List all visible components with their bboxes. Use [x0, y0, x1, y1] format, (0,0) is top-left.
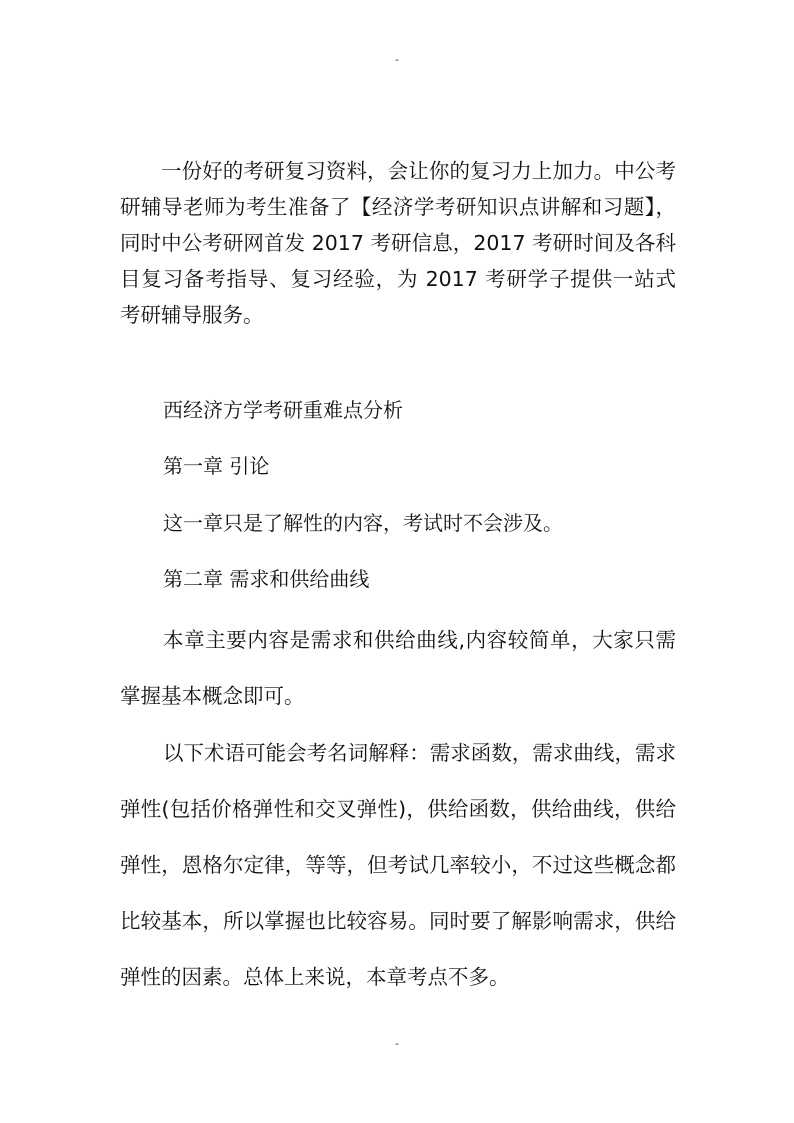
chapter-1-heading: 第一章 引论	[163, 454, 270, 478]
intro-paragraph: 一份好的考研复习资料，会让你的复习力上加力。中公考研辅导老师为考生准备了【经济学考研知识点讲解和习题】，同时中公考研网首发 2017 考研信息，2017 考研时间及各科目复习备考指导、复习经验，为 2017 考研学子提供一站式考研辅导服务。	[120, 159, 676, 327]
page-header-mark: -	[395, 53, 399, 66]
section-title: 西经济方学考研重难点分析	[163, 398, 403, 422]
page-footer-mark: -	[395, 1037, 399, 1050]
chapter-2-terms-paragraph: 以下术语可能会考名词解释：需求函数，需求曲线，需求弹性(包括价格弹性和交叉弹性)，供给函数，供给曲线，供给弹性，恩格尔定律，等等，但考试几率较小，不过这些概念都比较基本，所以掌握也比较容易。同时要了解影响需求，供给弹性的因素。总体上来说，本章考点不多。	[120, 741, 676, 989]
chapter-2-heading: 第二章 需求和供给曲线	[163, 567, 370, 591]
chapter-2-text: 本章主要内容是需求和供给曲线,内容较简单，大家只需掌握基本概念即可。	[120, 628, 676, 708]
chapter-1-text: 这一章只是了解性的内容，考试时不会涉及。	[163, 511, 563, 535]
